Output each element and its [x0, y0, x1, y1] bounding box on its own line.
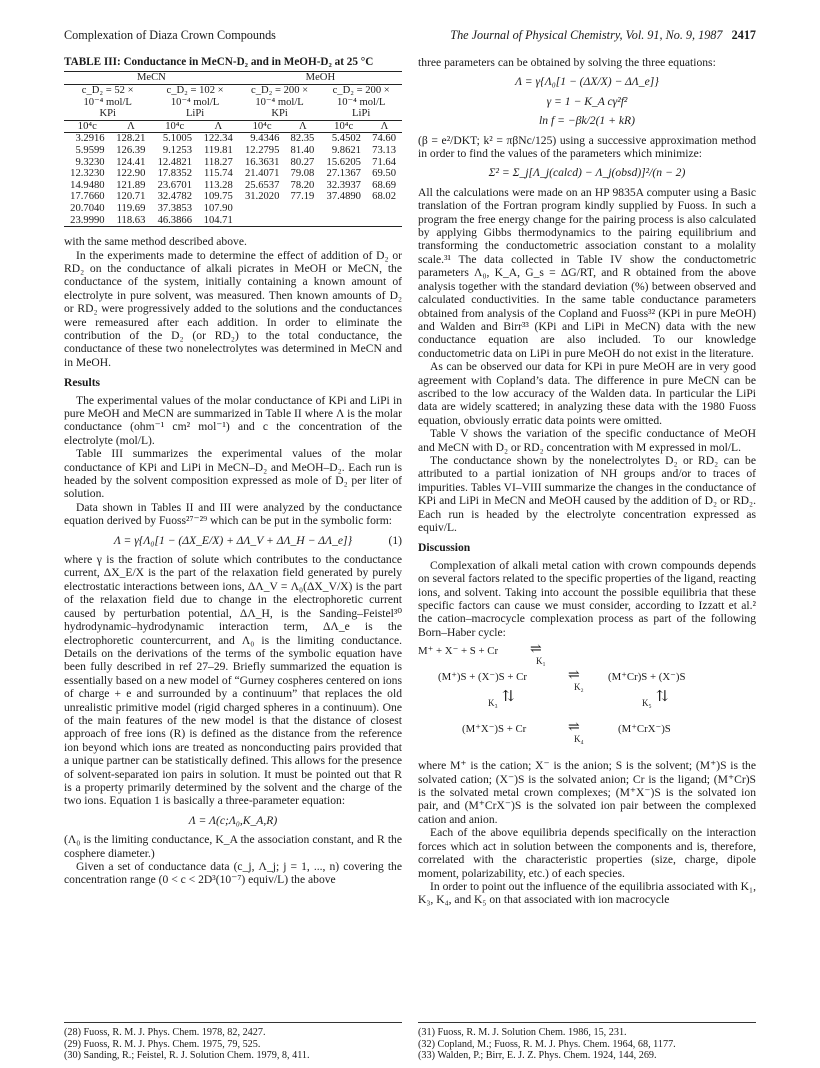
table-cell: 119.81 — [204, 144, 233, 156]
footnote: (28) Fuoss, R. M. J. Phys. Chem. 1978, 82, 2427. — [64, 1027, 266, 1038]
table-cell: 17.8352 — [157, 168, 192, 180]
table-row — [64, 203, 402, 215]
constant-k3: K₃ — [488, 698, 498, 709]
table-cell: 21.4071 — [244, 168, 280, 180]
left-column — [64, 56, 402, 887]
footnote: (30) Sanding, R.; Feistel, R. J. Solution Chem. 1979, 8, 411. — [64, 1050, 310, 1062]
table-cell: 12.3230 — [70, 168, 105, 180]
table-body — [64, 133, 402, 227]
table-cell: 37.4890 — [326, 191, 361, 203]
paragraph: All the calculations were made on an HP 9835A computer using a Basic translation of the Fortran program kindly supplied by Fuoss. In such a program the free energy change for the pairing process is also calculated by applying Gibbs thermodynamics to the pairing equilibrium and transforming the conductometric association constant to a molality scale.³¹ The data collected in Table IV show the conductometric parameters Λ₀, K_A, G_s = ΔG/RT, and R obtained from the above analysis together with the standard deviation (%) between observed and calculated conductivities. In the same table conductance parameters obtained from analysis of the Copland and Fuoss³² (KPi in pure MeOH) and Walden and Birr³³ (KPi and LiPi in MeCN) data with the new conductance equation are also included. To our knowledge conductometric data on LiPi in pure MeOH do not exist in the literature. — [418, 185, 756, 360]
table-cell: 16.3631 — [244, 156, 280, 168]
col-header-c: 10⁴c — [239, 120, 286, 133]
table-cell: 31.2020 — [244, 191, 280, 203]
paragraph: with the same method described above. — [64, 235, 247, 249]
table-cell: 126.39 — [116, 144, 146, 156]
table-cell: 118.63 — [111, 215, 152, 227]
table-cell: 20.7040 — [70, 202, 105, 214]
paragraph: three parameters can be obtained by solving the three equations: — [418, 56, 716, 69]
journal-citation — [450, 28, 756, 43]
col-header-lambda: Λ — [285, 120, 320, 133]
equilibrium-arrow: ⇌ — [568, 720, 580, 736]
paragraph: The conductance shown by the nonelectrolytes D₂ or RD₂ can be attributed to a partial ionization of NH groups and/or to traces of impurities. Tables VI–VIII summarize the changes in the conductance of KPi and LiPi in MeCN and MeOH caused by the addition of D₂ or RD₂. Each run is headed by the electrolyte concentration expressed as equiv/L. — [418, 453, 756, 534]
table-cell — [367, 215, 402, 227]
table-cell: 120.71 — [116, 191, 146, 203]
group-header-mecn: MeCN — [64, 72, 239, 85]
equilibrium-arrow: ⇌ — [568, 668, 580, 684]
table-cell: 5.1005 — [162, 133, 192, 145]
right-column — [418, 56, 756, 907]
table-row — [64, 180, 402, 192]
table-cell: 69.50 — [372, 168, 396, 180]
journal-name: The Journal of Physical Chemistry, Vol. 91, No. 9, 1987 — [450, 28, 723, 42]
paragraph: where γ is the fraction of solute which contributes to the conductance current, ΔX_E/X is the part of the relaxation field generated by purely electrostatic interactions between ions, ΔΛ_V = Λ₀(ΔX_V/X) is the part of the relaxation field due to change in the electrophoretic current caused by perturbation potential, ΔΛ_H, is the Sanding–Feistel³⁰ hydrodynamic–hydrodynamic interaction term, ΔΛ_e is the electrophoretic countercurrent, and Λ₀ is the limiting conductance. Details on the derivations of the terms of the symbolic equation have been fully described in ref 27–29. Briefly summarized the equation is essentially based on a new model of “Gurney cospheres centered on ions of charge + e and surrounded by a continuum” that replaces the old unrealistic primitive model (rigid charged spheres in a continuum). One of the main features of the new model is that the distance of closest approach of free ions (R) is defined as the distance from the reference ion beyond which ions are treated as nonconducting pairs provided that a unique partner can be statistically defined. This allows for the presence of solvent-separated ion pairs in solution. It must be pointed out that R is a property primarily determined by the solvent and the charge of the two ions. Equation 1 is basically a three-parameter equation: — [64, 553, 402, 808]
table-title: TABLE III: Conductance in MeCN-D₂ and in MeOH-D₂ at 25 °C — [64, 56, 374, 68]
table-cell: 73.13 — [372, 144, 396, 156]
table-cell: 23.9990 — [64, 215, 111, 227]
equation-1: Λ = γ{Λ₀[1 − (ΔX_E/X) + ΔΛ_V + ΔΛ_H − ΔΛ_e]} (1) — [113, 533, 402, 547]
table-cell: 37.3853 — [157, 202, 192, 214]
table-cell: 128.21 — [116, 133, 146, 145]
table-cell: 17.7660 — [70, 191, 105, 203]
page-number: 2417 — [731, 28, 756, 42]
table-cell: 5.4502 — [331, 133, 361, 145]
col-header-c: 10⁴c — [320, 120, 367, 133]
cycle-start: M⁺ + X⁻ + S + Cr — [418, 645, 499, 658]
table-cell: 68.69 — [372, 179, 396, 191]
table-cell: 104.71 — [198, 215, 239, 227]
equation-number: (1) — [388, 533, 402, 547]
footnote: (29) Fuoss, R. M. J. Phys. Chem. 1975, 79, 525. — [64, 1038, 261, 1050]
cycle-ion-pair: (M⁺X⁻)S + Cr — [462, 723, 527, 736]
constant-k1: K₁ — [536, 656, 546, 667]
cycle-complex: (M⁺Cr)S + (X⁻)S — [608, 671, 686, 684]
cond-header: c_D₂ = 200 × 10⁻⁴ mol/L LiPi — [332, 85, 390, 120]
table-cell: 9.4346 — [250, 133, 280, 145]
table-cell: 3.2916 — [75, 133, 105, 145]
equation-2: Λ = Λ(c;Λ₀,K_A,R) — [188, 813, 278, 827]
table-cell: 27.1367 — [326, 168, 361, 180]
running-title: Complexation of Diaza Crown Compounds — [64, 28, 276, 42]
paragraph: (β = e²/DKT; k² = πβNc/125) using a successive approximation method in order to find the values of the parameters which minimize: — [418, 133, 756, 161]
constant-k2: K₂ — [574, 682, 584, 693]
vertical-equilibrium-arrow: ⇅ — [502, 689, 515, 706]
table-cell — [285, 215, 320, 227]
col-header-lambda: Λ — [367, 120, 402, 133]
table-cell — [285, 203, 320, 215]
col-header-lambda: Λ — [111, 120, 152, 133]
section-heading-discussion: Discussion — [418, 541, 471, 555]
table-cell: 109.75 — [203, 191, 233, 203]
paragraph: Given a set of conductance data (c_j, Λ_j; j = 1, ..., n) covering the concentration range (0 < c < 2D³(10⁻⁷) equiv/L) the above — [64, 860, 402, 887]
table-cell: 122.90 — [116, 168, 146, 180]
table-cell: 81.40 — [290, 144, 315, 156]
col-header-c: 10⁴c — [64, 120, 111, 133]
table-cell: 74.60 — [372, 133, 396, 145]
conductance-table — [64, 71, 402, 227]
table-cell: 23.6701 — [157, 179, 192, 191]
table-cell: 46.3866 — [151, 215, 198, 227]
footnote: (31) Fuoss, R. M. J. Solution Chem. 1986, 15, 231. — [418, 1027, 627, 1038]
table-row — [64, 191, 402, 203]
paragraph: (Λ₀ is the limiting conductance, K_A the association constant, and R the cosphere diameter.) — [64, 833, 402, 860]
table-cell — [239, 203, 286, 215]
footnote: (32) Copland, M.; Fuoss, R. M. J. Phys. Chem. 1964, 68, 1177. — [418, 1038, 676, 1050]
col-header-c: 10⁴c — [151, 120, 198, 133]
table-cell — [239, 215, 286, 227]
table-cell: 80.27 — [290, 156, 315, 168]
section-heading-results: Results — [64, 376, 101, 390]
paragraph: In the experiments made to determine the effect of addition of D₂ or RD₂ on the conductance of alkali picrates in MeOH or MeCN, the conductance of the system, initially containing a known amount of electrolyte in pure solvent, was measured. Then known amounts of D₂ or RD₂ were progressively added to the solutions and the conductances were remeasured after each addition. In order to eliminate the contribution of the D₂ (or RD₂) to the total conductance, the conductance of these two nonelectrolytes was determined in MeCN and in MeOH. — [64, 248, 402, 369]
table-row — [64, 133, 402, 145]
table-cell: 5.9599 — [75, 144, 105, 156]
table-cell — [320, 215, 367, 227]
table-cell: 9.1253 — [162, 144, 192, 156]
table-cell: 77.19 — [290, 191, 315, 203]
table-cell: 121.89 — [116, 179, 146, 191]
constant-k5: K₅ — [642, 698, 652, 709]
equilibrium-arrow: ⇌ — [530, 642, 542, 658]
cond-header: c_D₂ = 102 × 10⁻⁴ mol/L LiPi — [166, 85, 224, 120]
paragraph: Each of the above equilibria depends specifically on the interaction forces which act in solution between the components and is, therefore, correlated with the characteristic properties (size, charge, dipole moment, polarizability, etc.) of each species. — [418, 826, 756, 880]
vertical-equilibrium-arrow: ⇅ — [656, 689, 669, 706]
paragraph: where M⁺ is the cation; X⁻ is the anion; S is the solvent; (M⁺)S is the solvated cation; (X⁻)S is the solvated anion; Cr is the ligand; (M⁺Cr)S is the solvated metal crown complexes; (M⁺X⁻)S is the solvated ion pair, and (M⁺CrX⁻)S is the solvated ion pair between the complexed cation and anion. — [418, 759, 756, 826]
table-cell: 119.69 — [116, 202, 146, 214]
footnotes-left — [64, 1022, 402, 1062]
paragraph: Complexation of alkali metal cation with crown compounds depends on several factors related to the specific properties of the ligand, reacting ions, and solvent. Taking into account the possible equilibria that these specific factors can cause we must consider, according to Izzatt et al.² the cation–macrocycle complexation process as part of the following Born–Haber cycle: — [418, 558, 757, 639]
table-cell: 68.02 — [372, 191, 396, 203]
cond-header: c_D₂ = 52 × 10⁻⁴ mol/L KPi — [81, 85, 134, 120]
table-row — [64, 145, 402, 157]
equation-c: ln f = −βk/2(1 + kR) — [539, 114, 635, 128]
table-cell: 124.41 — [116, 156, 146, 168]
table-cell: 79.08 — [290, 168, 315, 180]
table-cell: 113.28 — [204, 179, 233, 191]
cycle-complex-ion-pair: (M⁺CrX⁻)S — [618, 723, 671, 736]
table-cell: 71.64 — [372, 156, 396, 168]
table-cell: 14.9480 — [70, 179, 105, 191]
table-cell: 15.6205 — [326, 156, 361, 168]
paragraph: Table III summarizes the experimental values of the molar conductance of KPi and LiPi in MeCN–D₂ and MeOH–D₂. Each run is headed by the solvent composition expressed as mole of D₂ per liter of solution. — [64, 447, 402, 501]
table-cell: 82.35 — [290, 133, 315, 145]
equation-d: Σ² = Σ_j[Λ_j(calcd) − Λ_j(obsd)]²/(n − 2) — [488, 166, 686, 180]
table-cell: 12.2795 — [244, 144, 280, 156]
paragraph: In order to point out the influence of the equilibria associated with K₁, K₃, K₄, and K₅ on that associated with ion macrocycle — [418, 879, 756, 907]
cycle-solvated-ions: (M⁺)S + (X⁻)S + Cr — [438, 671, 527, 684]
table-cell: 9.8621 — [331, 144, 361, 156]
table-row — [64, 168, 402, 180]
table-row — [64, 215, 402, 227]
table-cell: 107.90 — [203, 202, 233, 214]
table-cell: 9.3230 — [75, 156, 105, 168]
footnote: (33) Walden, P.; Birr, E. J. Z. Phys. Chem. 1924, 144, 269. — [418, 1050, 657, 1062]
footnotes-right — [418, 1022, 756, 1062]
paragraph: As can be observed our data for KPi in pure MeOH are in very good agreement with Copland’s data. The difference in pure MeCN can be ascribed to the low accuracy of the Walden data. In particular the LiPi data are widely scattered; in analyzing these data with the 1980 Fuoss equation, obviously erratic data points were omitted. — [418, 360, 756, 427]
table-cell: 12.4821 — [157, 156, 192, 168]
table-cell: 32.4782 — [157, 191, 192, 203]
table-cell: 78.20 — [290, 179, 315, 191]
group-header-meoh: MeOH — [239, 72, 402, 85]
born-haber-cycle — [418, 642, 756, 755]
cond-header: c_D₂ = 200 × 10⁻⁴ mol/L KPi — [251, 85, 309, 120]
paragraph: Data shown in Tables II and III were analyzed by the conductance equation derived by Fuoss²⁷⁻²⁹ which can be put in the symbolic form: — [64, 500, 402, 528]
paragraph: The experimental values of the molar conductance of KPi and LiPi in pure MeOH and MeCN are summarized in Table II where Λ is the molar conductance (ohm⁻¹ cm² mol⁻¹) and c the concentration of the electrolyte (mol/L). — [64, 393, 402, 447]
table-cell: 32.3937 — [326, 179, 361, 191]
col-header-lambda: Λ — [198, 120, 239, 133]
equation-b: γ = 1 − K_A cγ²f² — [546, 94, 628, 108]
table-cell: 118.27 — [204, 156, 233, 168]
table-cell: 122.34 — [203, 133, 233, 145]
table-cell: 25.6537 — [244, 179, 280, 191]
table-row — [64, 157, 402, 169]
table-cell — [367, 203, 402, 215]
table-cell: 115.74 — [204, 168, 233, 180]
table-cell — [320, 203, 367, 215]
paragraph: Table V shows the variation of the specific conductance of MeOH and MeCN with D₂ or RD₂ concentration with M expressed in mol/L. — [418, 427, 756, 454]
equation-a: Λ = γ{Λ₀[1 − (ΔX/X) − ΔΛ_e]} — [515, 75, 659, 89]
constant-k4: K₄ — [574, 734, 584, 745]
